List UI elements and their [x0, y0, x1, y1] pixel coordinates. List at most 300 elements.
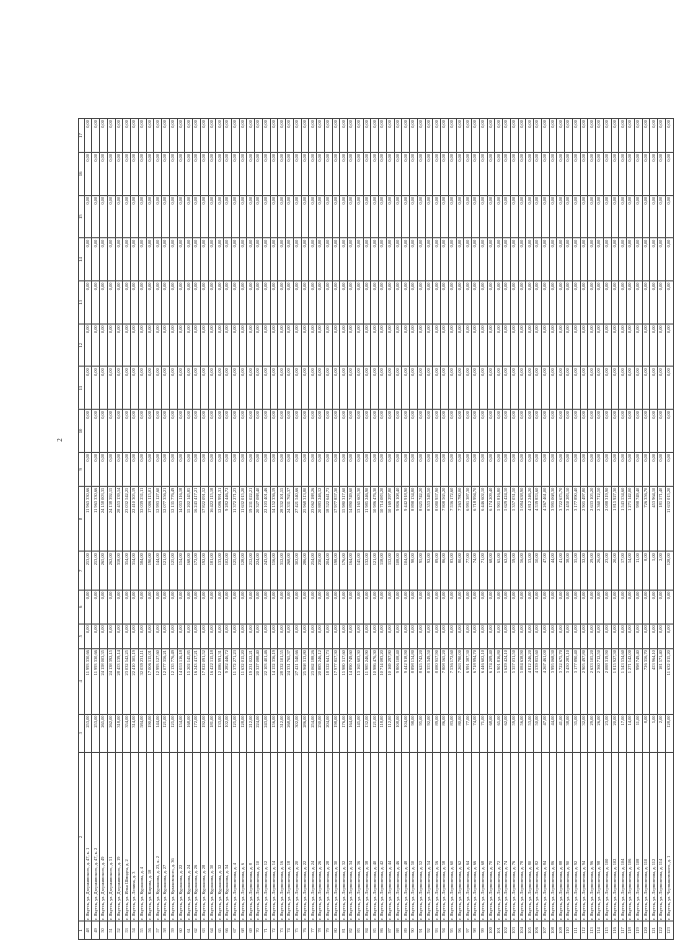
value-cell: 0,00: [169, 452, 177, 486]
address-cell: г. Якутск, ул. Лермонтова, д. 8: [247, 752, 255, 921]
value-cell: 0,00: [510, 238, 518, 281]
row-number-cell: 70: [255, 921, 263, 939]
value-cell: 0,00: [472, 195, 480, 238]
value-cell: 12 077 356,21: [162, 649, 170, 714]
value-cell: 0,00: [603, 152, 611, 195]
value-cell: 0,00: [603, 367, 611, 410]
address-cell: г. Якутск, ул. Лермонтова, д. 64: [464, 752, 472, 921]
value-cell: 0,00: [317, 281, 325, 324]
value-cell: 0,00: [255, 452, 263, 486]
column-header: 13: [79, 281, 85, 324]
value-cell: 0,00: [309, 367, 317, 410]
value-cell: 0,00: [665, 152, 673, 195]
value-cell: 0,00: [216, 590, 224, 624]
row-number-cell: 80: [332, 921, 340, 939]
table-row: [379, 119, 387, 940]
value-cell: 0,00: [379, 119, 387, 153]
value-cell: 224,00: [255, 714, 263, 752]
value-cell: 212,00: [247, 714, 255, 752]
value-cell: 0,00: [355, 119, 363, 153]
value-cell: 0,00: [495, 324, 503, 367]
value-cell: 0,00: [324, 152, 332, 195]
value-cell: 0,00: [84, 624, 92, 649]
value-cell: 0,00: [379, 195, 387, 238]
value-cell: 26,00: [596, 714, 604, 752]
value-cell: 0,00: [503, 452, 511, 486]
value-cell: 26,00: [596, 552, 604, 590]
value-cell: 0,00: [402, 152, 410, 195]
value-cell: 0,00: [510, 119, 518, 153]
address-cell: г. Якутск, ул. Лермонтова, д. 46: [394, 752, 402, 921]
address-cell: г. Якутск, ул. Дзержинского, д. 19: [115, 752, 123, 921]
address-cell: г. Якутск, ул. Лермонтова, д. 6: [239, 752, 247, 921]
address-cell: г. Якутск, ул. Лермонтова, д. 88: [557, 752, 565, 921]
value-cell: 726 356,70: [642, 649, 650, 714]
value-cell: 0,00: [162, 238, 170, 281]
value-cell: 0,00: [487, 195, 495, 238]
value-cell: 0,00: [619, 195, 627, 238]
value-cell: 0,00: [596, 238, 604, 281]
value-cell: 0,00: [146, 367, 154, 410]
value-cell: 0,00: [565, 452, 573, 486]
value-cell: 0,00: [410, 624, 418, 649]
value-cell: 584,00: [138, 714, 146, 752]
row-number-cell: 122: [658, 921, 666, 939]
value-cell: 0,00: [503, 624, 511, 649]
row-number-cell: 68: [239, 921, 247, 939]
value-cell: 125,00: [231, 552, 239, 590]
value-cell: 0,00: [107, 590, 115, 624]
value-cell: 0,00: [247, 152, 255, 195]
value-cell: 0,00: [262, 367, 270, 410]
table-row: [456, 119, 464, 940]
table-row: [200, 119, 208, 940]
value-cell: 0,00: [596, 195, 604, 238]
value-cell: 0,00: [340, 624, 348, 649]
value-cell: 0,00: [162, 367, 170, 410]
value-cell: 0,00: [627, 324, 635, 367]
value-cell: 47,00: [541, 714, 549, 752]
value-cell: 198,00: [332, 714, 340, 752]
value-cell: 318,00: [115, 714, 123, 752]
table-row: [510, 119, 518, 940]
value-cell: 0,00: [425, 238, 433, 281]
value-cell: 0,00: [146, 195, 154, 238]
value-cell: 286,00: [301, 552, 309, 590]
value-cell: 0,00: [154, 281, 162, 324]
value-cell: 10 714 083,20: [379, 486, 387, 551]
value-cell: 0,00: [115, 238, 123, 281]
value-cell: 190,00: [146, 714, 154, 752]
address-cell: г. Якутск, ул. Лермонтова, д. 100: [603, 752, 611, 921]
table-row: [557, 119, 565, 940]
value-cell: 0,00: [92, 119, 100, 153]
value-cell: 0,00: [448, 367, 456, 410]
value-cell: 0,00: [107, 281, 115, 324]
value-cell: 0,00: [472, 410, 480, 453]
value-cell: 0,00: [115, 367, 123, 410]
row-number-cell: 112: [580, 921, 588, 939]
address-cell: г. Якутск, ул. Илья Шмидта, д. 2: [123, 752, 131, 921]
value-cell: 0,00: [324, 238, 332, 281]
value-cell: 0,00: [169, 238, 177, 281]
value-cell: 0,00: [100, 119, 108, 153]
value-cell: 0,00: [270, 152, 278, 195]
value-cell: 11 372 271,23: [231, 649, 239, 714]
row-number-cell: 58: [162, 921, 170, 939]
table-row: [332, 119, 340, 940]
value-cell: 0,00: [208, 410, 216, 453]
table-row: [596, 119, 604, 940]
value-cell: 14 053 116,18: [177, 649, 185, 714]
value-cell: 0,00: [107, 367, 115, 410]
value-cell: 0,00: [634, 452, 642, 486]
value-cell: 0,00: [588, 281, 596, 324]
value-cell: 0,00: [456, 367, 464, 410]
value-cell: 0,00: [534, 590, 542, 624]
value-cell: 2 905 497,80: [580, 649, 588, 714]
value-cell: 0,00: [627, 410, 635, 453]
value-cell: 0,00: [185, 367, 193, 410]
value-cell: 128,00: [239, 714, 247, 752]
value-cell: 0,00: [611, 195, 619, 238]
value-cell: 0,00: [200, 324, 208, 367]
value-cell: 0,00: [154, 195, 162, 238]
address-cell: г. Якутск, ул. Лермонтова, д. 48: [402, 752, 410, 921]
value-cell: 0,00: [84, 119, 92, 153]
value-cell: 0,00: [510, 152, 518, 195]
value-cell: 726 356,70: [642, 486, 650, 551]
value-cell: 0,00: [100, 367, 108, 410]
value-cell: 0,00: [510, 367, 518, 410]
value-cell: 0,00: [208, 590, 216, 624]
value-cell: 0,00: [464, 281, 472, 324]
value-cell: 0,00: [324, 410, 332, 453]
value-cell: 0,00: [448, 281, 456, 324]
value-cell: 14 152 336,19: [270, 486, 278, 551]
value-cell: 2 905 497,80: [580, 486, 588, 551]
row-number-cell: 64: [208, 921, 216, 939]
value-cell: 230,00: [317, 714, 325, 752]
value-cell: 192,00: [200, 714, 208, 752]
row-number-cell: 60: [177, 921, 185, 939]
value-cell: 0,00: [433, 195, 441, 238]
table-row: [231, 119, 239, 940]
value-cell: 0,00: [456, 410, 464, 453]
value-cell: 0,00: [293, 410, 301, 453]
value-cell: 0,00: [441, 195, 449, 238]
value-cell: 0,00: [371, 238, 379, 281]
table-row: [448, 119, 456, 940]
value-cell: 0,00: [154, 410, 162, 453]
value-cell: 0,00: [131, 281, 139, 324]
value-cell: 0,00: [619, 367, 627, 410]
value-cell: 0,00: [464, 324, 472, 367]
value-cell: 0,00: [340, 324, 348, 367]
value-cell: 0,00: [534, 281, 542, 324]
value-cell: 0,00: [84, 281, 92, 324]
value-cell: 0,00: [247, 238, 255, 281]
row-number-cell: 75: [293, 921, 301, 939]
value-cell: 10 169 297,80: [386, 649, 394, 714]
value-cell: 0,00: [665, 410, 673, 453]
value-cell: 0,00: [642, 367, 650, 410]
value-cell: 15 980 317,60: [340, 649, 348, 714]
value-cell: 0,00: [162, 281, 170, 324]
value-cell: 121,00: [162, 552, 170, 590]
value-cell: 0,00: [611, 324, 619, 367]
value-cell: 0,00: [355, 238, 363, 281]
value-cell: 0,00: [495, 452, 503, 486]
value-cell: 0,00: [286, 624, 294, 649]
value-cell: 0,00: [208, 367, 216, 410]
value-cell: 0,00: [433, 410, 441, 453]
value-cell: 12 993 127,60: [154, 649, 162, 714]
value-cell: 6 174 209,40: [487, 649, 495, 714]
value-cell: 44,00: [549, 552, 557, 590]
value-cell: 74,00: [472, 552, 480, 590]
value-cell: 0,00: [309, 410, 317, 453]
value-cell: 15 980 317,60: [340, 486, 348, 551]
value-cell: 0,00: [402, 452, 410, 486]
value-cell: 0,00: [293, 195, 301, 238]
column-header: 12: [79, 324, 85, 367]
value-cell: 0,00: [177, 281, 185, 324]
address-cell: г. Якутск, ул. Курашова, д. 27: [162, 752, 170, 921]
value-cell: 0,00: [596, 624, 604, 649]
value-cell: 8 898 134,80: [410, 486, 418, 551]
value-cell: 0,00: [332, 367, 340, 410]
value-cell: 0,00: [115, 195, 123, 238]
value-cell: 0,00: [138, 590, 146, 624]
value-cell: 35,00: [572, 552, 580, 590]
value-cell: 20,00: [611, 714, 619, 752]
value-cell: 0,00: [247, 452, 255, 486]
value-cell: 0,00: [239, 410, 247, 453]
value-cell: 0,00: [270, 367, 278, 410]
value-cell: 0,00: [371, 152, 379, 195]
value-cell: 0,00: [572, 590, 580, 624]
address-cell: г. Якутск, ул. Лермонтова, д. 24: [309, 752, 317, 921]
value-cell: 17 822 091,52: [200, 486, 208, 551]
row-number-cell: 51: [107, 921, 115, 939]
value-cell: 92,00: [425, 552, 433, 590]
value-cell: 0,00: [479, 367, 487, 410]
address-cell: г. Якутск, ул. Лермонтова, д. 18: [286, 752, 294, 921]
address-cell: г. Якутск, ул. Дзержинского, д. 47, к. 1: [84, 752, 92, 921]
page-number: 2: [55, 438, 64, 442]
value-cell: 0,00: [278, 324, 286, 367]
value-cell: 0,00: [286, 152, 294, 195]
value-cell: 0,00: [185, 590, 193, 624]
value-cell: 4 539 853,60: [534, 649, 542, 714]
value-cell: 50,00: [534, 714, 542, 752]
address-cell: г. Якутск, ул. Лермонтова, д. 62: [456, 752, 464, 921]
value-cell: 0,00: [611, 281, 619, 324]
value-cell: 5,00: [650, 552, 658, 590]
address-cell: г. Якутск, ул. Курашова, д. 26: [193, 752, 201, 921]
value-cell: 0,00: [301, 410, 309, 453]
value-cell: 0,00: [580, 119, 588, 153]
value-cell: 0,00: [301, 195, 309, 238]
value-cell: 0,00: [107, 624, 115, 649]
value-cell: 0,00: [301, 452, 309, 486]
value-cell: 0,00: [379, 152, 387, 195]
value-cell: 0,00: [619, 410, 627, 453]
value-cell: 0,00: [379, 624, 387, 649]
value-cell: 0,00: [239, 452, 247, 486]
value-cell: 0,00: [580, 624, 588, 649]
value-cell: 172,00: [193, 552, 201, 590]
value-cell: 0,00: [472, 281, 480, 324]
value-cell: 0,00: [355, 195, 363, 238]
value-cell: 0,00: [386, 281, 394, 324]
value-cell: 0,00: [216, 195, 224, 238]
value-cell: 0,00: [371, 590, 379, 624]
row-number-cell: 96: [456, 921, 464, 939]
value-cell: 0,00: [193, 195, 201, 238]
value-cell: 0,00: [84, 410, 92, 453]
row-number-cell: 105: [526, 921, 534, 939]
column-header: 16: [79, 152, 85, 195]
value-cell: 181,00: [208, 714, 216, 752]
value-cell: 0,00: [410, 324, 418, 367]
address-cell: г. Якутск, ул. Лермонтова, д. 114: [658, 752, 666, 921]
value-cell: 32 039 231,11: [138, 649, 146, 714]
value-cell: 0,00: [247, 624, 255, 649]
value-cell: 0,00: [200, 238, 208, 281]
value-cell: 0,00: [216, 152, 224, 195]
value-cell: 0,00: [417, 452, 425, 486]
value-cell: 0,00: [479, 410, 487, 453]
value-cell: 0,00: [107, 152, 115, 195]
value-cell: 102,00: [224, 714, 232, 752]
value-cell: 28 453 139,14: [115, 649, 123, 714]
value-cell: 0,00: [425, 281, 433, 324]
value-cell: 0,00: [642, 624, 650, 649]
address-cell: г. Якутск, ул. Курашова, д. 28: [200, 752, 208, 921]
value-cell: 0,00: [247, 119, 255, 153]
value-cell: 354,00: [123, 552, 131, 590]
value-cell: 312,00: [278, 714, 286, 752]
value-cell: 0,00: [410, 367, 418, 410]
value-cell: 0,00: [317, 238, 325, 281]
value-cell: 24 138 392,15: [107, 486, 115, 551]
table-row: [92, 119, 100, 940]
value-cell: 0,00: [84, 590, 92, 624]
value-cell: 0,00: [224, 410, 232, 453]
value-cell: 4 539 853,60: [534, 486, 542, 551]
value-cell: 0,00: [177, 590, 185, 624]
value-cell: 0,00: [456, 324, 464, 367]
value-cell: 0,00: [309, 452, 317, 486]
value-cell: 23 032 542,25: [123, 486, 131, 551]
value-cell: 0,00: [665, 324, 673, 367]
value-cell: 0,00: [642, 238, 650, 281]
row-number-cell: 56: [146, 921, 154, 939]
value-cell: 0,00: [193, 152, 201, 195]
table-row: [394, 119, 402, 940]
value-cell: 0,00: [270, 119, 278, 153]
value-cell: 0,00: [154, 452, 162, 486]
value-cell: 0,00: [84, 324, 92, 367]
address-cell: г. Якутск, ул. Лермонтова, д. 52: [417, 752, 425, 921]
value-cell: 0,00: [549, 410, 557, 453]
row-number-cell: 90: [410, 921, 418, 939]
value-cell: 0,00: [549, 367, 557, 410]
value-cell: 0,00: [239, 324, 247, 367]
table-row: [441, 119, 449, 940]
value-cell: 7 263 780,00: [456, 486, 464, 551]
table-row: [193, 119, 201, 940]
value-cell: 0,00: [262, 624, 270, 649]
value-cell: 59,00: [510, 552, 518, 590]
table-row: [309, 119, 317, 940]
value-cell: 0,00: [541, 281, 549, 324]
value-cell: 0,00: [262, 238, 270, 281]
value-cell: 0,00: [619, 152, 627, 195]
value-cell: 0,00: [448, 152, 456, 195]
value-cell: 0,00: [247, 324, 255, 367]
register-table: [78, 118, 674, 940]
value-cell: 0,00: [479, 624, 487, 649]
value-cell: 0,00: [479, 452, 487, 486]
value-cell: 0,00: [425, 410, 433, 453]
value-cell: 0,00: [665, 281, 673, 324]
value-cell: 0,00: [239, 590, 247, 624]
table-row: [549, 119, 557, 940]
value-cell: 0,00: [363, 281, 371, 324]
value-cell: 0,00: [185, 238, 193, 281]
value-cell: 0,00: [425, 152, 433, 195]
value-cell: 71,00: [479, 714, 487, 752]
value-cell: 0,00: [348, 281, 356, 324]
row-number-cell: 101: [495, 921, 503, 939]
value-cell: 0,00: [448, 452, 456, 486]
value-cell: 86,00: [441, 714, 449, 752]
value-cell: 0,00: [487, 281, 495, 324]
value-cell: 23 062 188,26: [309, 486, 317, 551]
value-cell: 0,00: [417, 410, 425, 453]
value-cell: 3 450 283,10: [565, 649, 573, 714]
value-cell: 0,00: [340, 119, 348, 153]
value-cell: 0,00: [317, 195, 325, 238]
value-cell: 0,00: [565, 324, 573, 367]
table-row: [495, 119, 503, 940]
value-cell: 0,00: [503, 590, 511, 624]
value-cell: 80,00: [456, 552, 464, 590]
value-cell: 0,00: [642, 152, 650, 195]
value-cell: 3 450 283,10: [565, 486, 573, 551]
value-cell: 0,00: [456, 195, 464, 238]
value-cell: 0,00: [596, 324, 604, 367]
value-cell: 0,00: [301, 281, 309, 324]
value-cell: 56,00: [518, 552, 526, 590]
value-cell: 0,00: [355, 452, 363, 486]
value-cell: 0,00: [611, 410, 619, 453]
row-number-cell: 53: [123, 921, 131, 939]
value-cell: 1 271 142,00: [627, 486, 635, 551]
value-cell: 0,00: [379, 590, 387, 624]
value-cell: 0,00: [386, 238, 394, 281]
value-cell: 0,00: [309, 624, 317, 649]
table-row: [115, 119, 123, 940]
value-cell: 0,00: [177, 195, 185, 238]
value-cell: 0,00: [317, 119, 325, 153]
value-cell: 6 718 994,70: [472, 649, 480, 714]
value-cell: 0,00: [138, 624, 146, 649]
value-cell: 0,00: [270, 324, 278, 367]
